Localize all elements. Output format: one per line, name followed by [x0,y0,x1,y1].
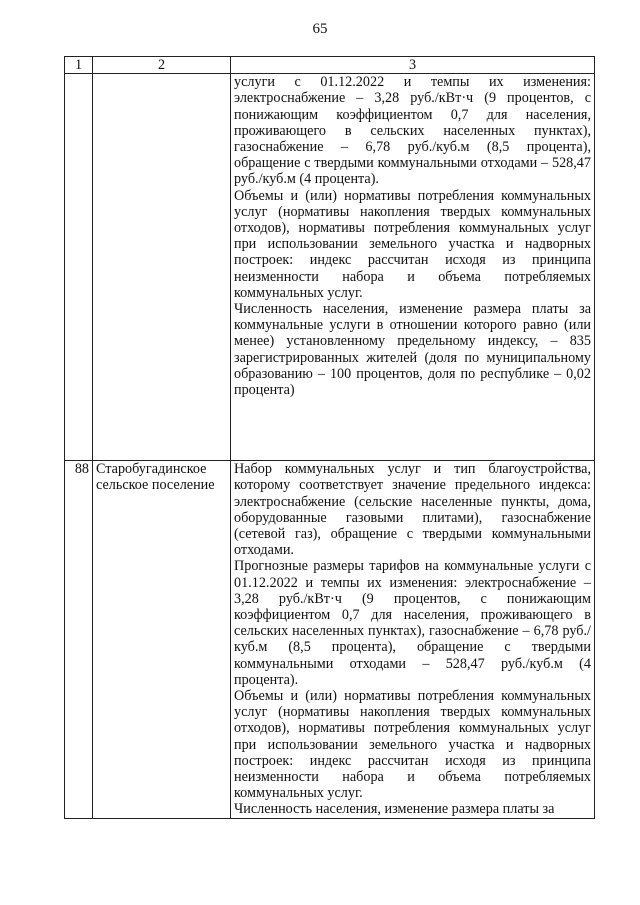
row-number: 88 [65,461,93,818]
column-header-3: 3 [231,57,595,74]
document-table [64,56,595,819]
settlement-name: Старобугадинское сельское поселение [93,461,231,818]
paragraph: Численность населения, изменение размера платы за коммунальные услуги в отношении которого равно (или менее) установленному предельному индексу, – 835 зарегистрированных жителей (доля по муниципальному образованию – 100 процентов, доля по республике – 0,02 процента) [234,301,591,399]
paragraph: Прогнозные размеры тарифов на коммунальные услуги с 01.12.2022 и темпы их изменения: электроснабжение – 3,28 руб./кВт·ч (9 процентов, с понижающим коэффициентом 0,7 для населения, проживающего в сельских населенных пунктах), газоснабжение – 6,78 руб./куб.м (8,5 процента), обращение с твердыми коммунальными отходами – 528,47 руб./куб.м (4 процента). [234,558,591,688]
paragraph: Набор коммунальных услуг и тип благоустройства, которому соответствует значение предельного индекса: электроснабжение (сельские населенные пункты, дома, оборудованные газовыми плитами), газоснабжение (сетевой газ), обращение с твердыми коммунальными отходами. [234,461,591,559]
row-description [231,74,595,461]
page-number: 65 [312,21,328,37]
settlement-name [93,74,231,461]
table-header-row [65,57,595,74]
paragraph: Численность населения, изменение размера платы за [234,801,555,818]
table-row [65,461,595,818]
row-number [65,74,93,461]
column-header-1: 1 [65,57,93,74]
table-row [65,74,595,461]
row-description [231,461,595,818]
paragraph: услуги с 01.12.2022 и темпы их изменения: электроснабжение – 3,28 руб./кВт·ч (9 процентов, с понижающим коэффициентом 0,7 для населения, проживающего в сельских населенных пунктах), газоснабжение – 6,78 руб./куб.м (8,5 процента), обращение с твердыми коммунальными отходами – 528,47 руб./куб.м (4 процента). [234,74,591,188]
column-header-2: 2 [93,57,231,74]
paragraph: Объемы и (или) нормативы потребления коммунальных услуг (нормативы накопления твердых коммунальных отходов), нормативы потребления коммунальных услуг при использовании земельного участка и надворных построек: индекс рассчитан исходя из принципа неизменности набора и объема потребляемых коммунальных услуг. [234,187,591,301]
paragraph: Объемы и (или) нормативы потребления коммунальных услуг (нормативы накопления твердых коммунальных отходов), нормативы потребления коммунальных услуг при использовании земельного участка и надворных построек: индекс рассчитан исходя из принципа неизменности набора и объема потребляемых коммунальных услуг. [234,688,591,802]
